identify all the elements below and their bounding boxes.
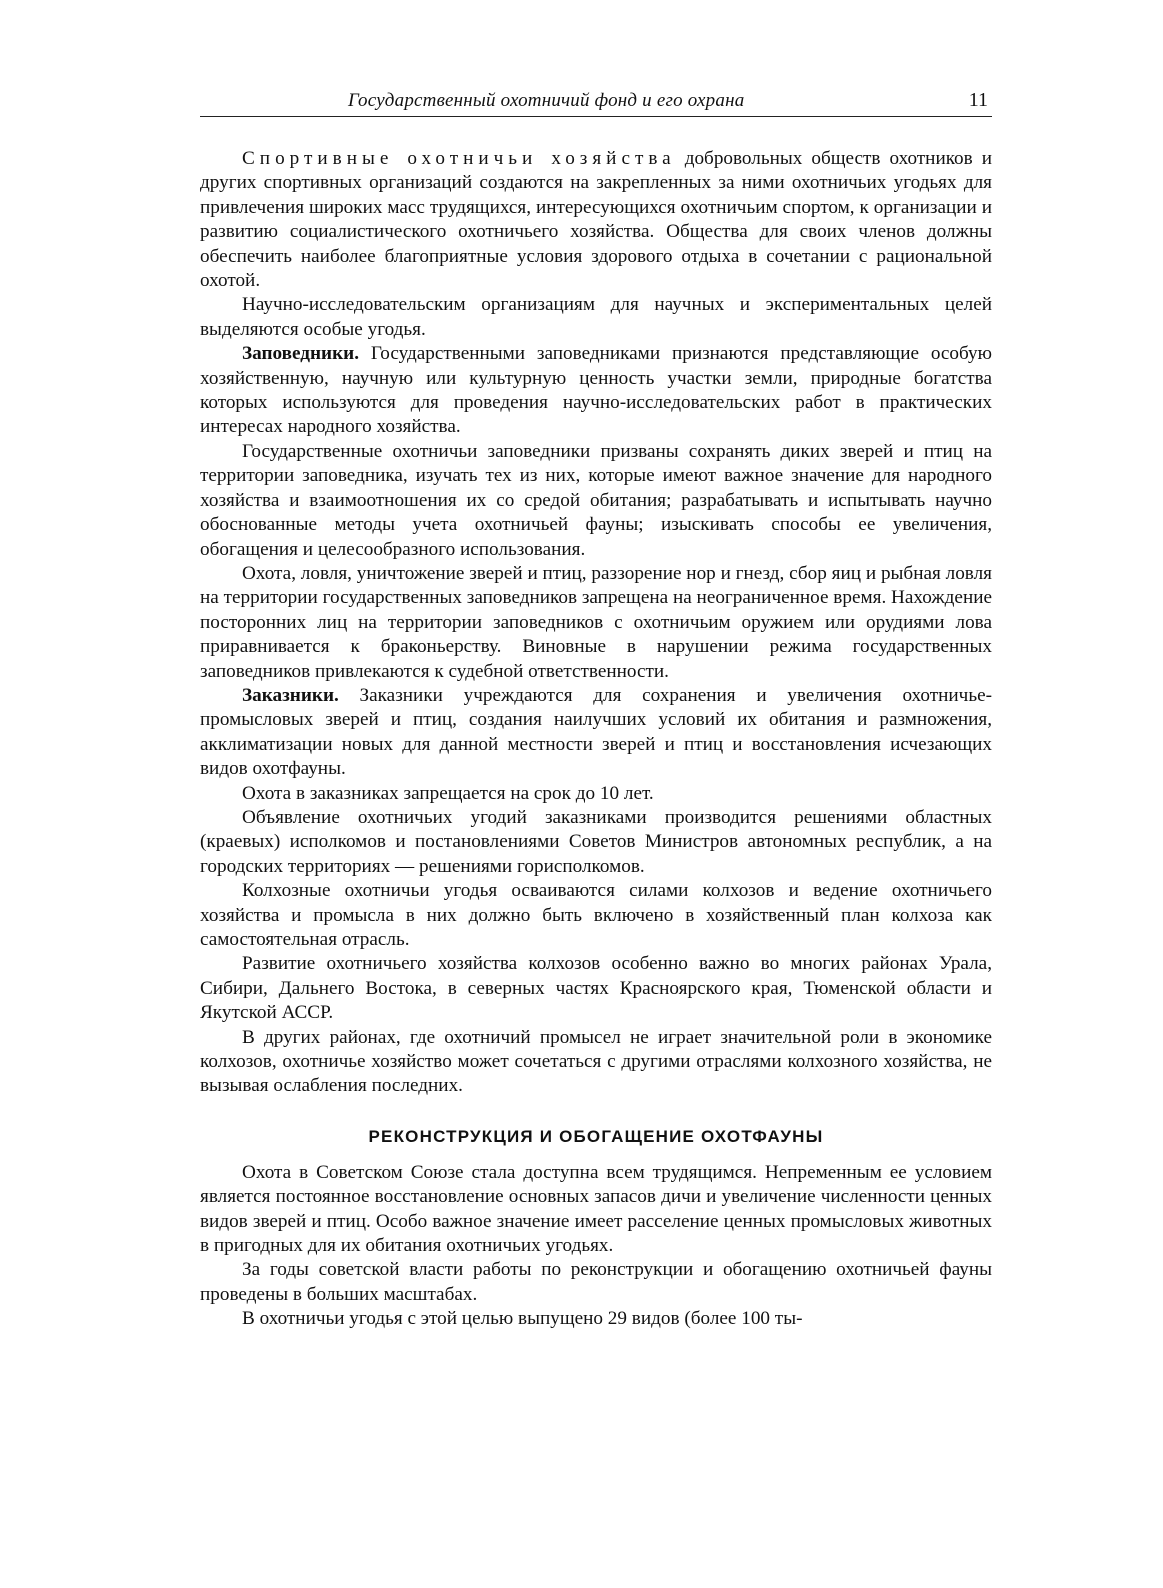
paragraph-reserves <box>200 342 992 440</box>
paragraph-text: добровольных обществ охотников и других спортивных организаций создаются на закрепленных за ними охотничьих угодьях для привлечения широких масс трудящихся, интересующихся охотничьим спортом, к организации и развитию социалистического охотничьего хозяйства. Общества для своих членов должны обеспечить наиболее благоприятные условия здорового отдыха в сочетании с рациональной охотой. <box>200 148 992 292</box>
paragraph-species-release: В охотничьи угодья с этой целью выпущено 29 видов (более 100 ты- <box>242 1308 803 1330</box>
running-header <box>200 87 992 117</box>
paragraph-regions: Развитие охотничьего хозяйства колхозов особенно важно во многих районах Урала, Сибири, Дальнего Востока, в северных частях Красноярского края, Тюменской области и Якутской АССР. <box>200 953 992 1024</box>
section-heading: РЕКОНСТРУКЦИЯ И ОБОГАЩЕНИЕ ОХОТФАУНЫ <box>368 1126 824 1146</box>
page-number: 11 <box>968 89 988 111</box>
paragraph-sanctuary-declaration: Объявление охотничьих угодий заказниками производится решениями областных (краевых) исполкомов и постановлениями Советов Министров автономных республик, а на городских территориях — решениями горисполкомов. <box>200 806 992 877</box>
paragraph-sport-hunting <box>200 147 992 293</box>
paragraph-hunting-access: Охота в Советском Союзе стала доступна всем трудящимся. Непременным ее условием является постоянное восстановление основных запасов дичи и увеличение численности ценных видов зверей и птиц. Особо важное значение имеет расселение ценных промысловых животных в пригодных для их обитания охотничьих угодьях. <box>200 1161 992 1257</box>
paragraph-text: Государственными заповедниками признаются представляющие особую хозяйственную, научную или культурную ценность участки земли, природные богатства которых используются для проведения научно-исследовательских работ в практических интересах народного хозяйства. <box>200 343 992 438</box>
paragraph-lead: Спортивные охотничьи хозяйства <box>242 148 676 169</box>
paragraph-sanctuaries <box>200 684 992 782</box>
paragraph-research-lands: Научно-исследовательским организациям для научных и экспериментальных целей выделяются особые угодья. <box>200 294 992 340</box>
running-title: Государственный охотничий фонд и его охрана <box>348 90 745 111</box>
paragraph-text: Заказники учреждаются для сохранения и увеличения охотничье-промысловых зверей и птиц, создания наилучших условий их обитания и размножения, акклиматизации новых для данной местности зверей и птиц и восстановления исчезающих видов охотфауны. <box>200 684 992 780</box>
paragraph-other-regions: В других районах, где охотничий промысел не играет значительной роли в экономике колхозов, охотничье хозяйство может сочетаться с другими отраслями колхозного хозяйства, не вызывая ослабления последних. <box>200 1026 992 1097</box>
header-rule <box>200 116 992 117</box>
paragraph-sanctuary-term: Охота в заказниках запрещается на срок до 10 лет. <box>242 782 654 804</box>
paragraph-fauna-reconstruction: За годы советской власти работы по реконструкции и обогащению охотничьей фауны проведены в больших масштабах. <box>200 1259 992 1305</box>
paragraph-reserve-prohibitions: Охота, ловля, уничтожение зверей и птиц, раззорение нор и гнезд, сбор яиц и рыбная ловля на территории государственных заповедников запрещена на неограниченное время. Нахождение посторонних лиц на территории заповедников с охотничьим оружием или орудиями лова приравнивается к браконьерству. Виновные в нарушении режима государственных заповедников привлекаются к судебной ответственности. <box>200 562 992 682</box>
paragraph-reserve-goals: Государственные охотничьи заповедники призваны сохранять диких зверей и птиц на территории заповедника, изучать тех из них, которые имеют важное значение для народного хозяйства и взаимоотношения их со средой обитания; разрабатывать и испытывать научно обоснованные методы учета охотничьей фауны; изыскивать способы ее увеличения, обогащения и целесообразного использования. <box>200 440 992 560</box>
paragraph-collective-farm-lands: Колхозные охотничьи угодья осваиваются силами колхозов и ведение охотничьего хозяйства и промысла в них должно быть включено в хозяйственный план колхоза как самостоятельная отрасль. <box>200 880 992 950</box>
paragraph-lead: Заповедники. <box>242 343 359 365</box>
paragraph-lead: Заказники. <box>242 684 339 706</box>
page-text <box>200 147 992 1332</box>
